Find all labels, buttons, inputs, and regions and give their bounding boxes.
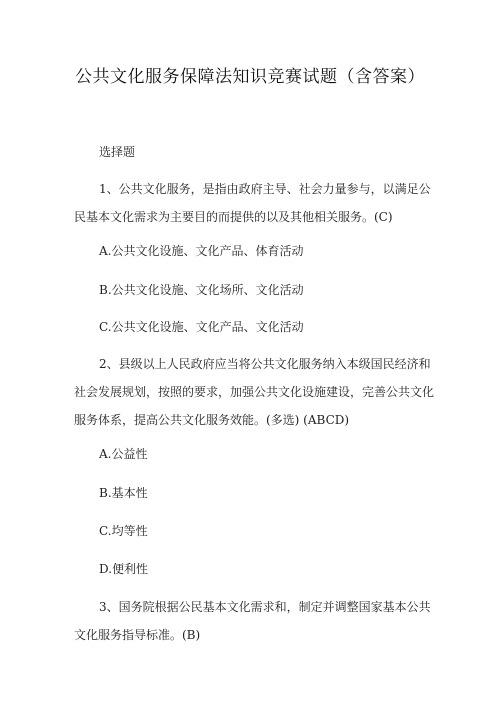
- question-2-option-b: B.基本性: [99, 486, 148, 500]
- question-2-option-c: C.均等性: [99, 524, 148, 538]
- question-1-text: 1、公共文化服务，是指由政府主导、社会力量参与，以满足公民基本文化需求为主要目的而提供的以及其他相关服务。(C): [74, 182, 431, 224]
- question-1-option-a: A.公共文化设施、文化产品、体育活动: [99, 244, 304, 258]
- section-label: 选择题: [99, 145, 136, 159]
- document-title: 公共文化服务保障法知识竞赛试题（含答案）: [75, 67, 425, 87]
- question-2-option-d: D.便利性: [99, 562, 149, 576]
- question-3-text: 3、国务院根据公民基本文化需求和，制定并调整国家基本公共文化服务指导标准。(B): [74, 600, 431, 642]
- question-1-option-b: B.公共文化设施、文化场所、文化活动: [99, 283, 304, 297]
- question-1-option-c: C.公共文化设施、文化产品、文化活动: [99, 320, 304, 334]
- question-2-text: 2、县级以上人民政府应当将公共文化服务纳入本级国民经济和社会发展规划，按照的要求，加强公共文化设施建设，完善公共文化服务体系，提高公共文化服务效能。(多选) (ABCD): [74, 357, 435, 427]
- question-2-option-a: A.公益性: [99, 447, 148, 461]
